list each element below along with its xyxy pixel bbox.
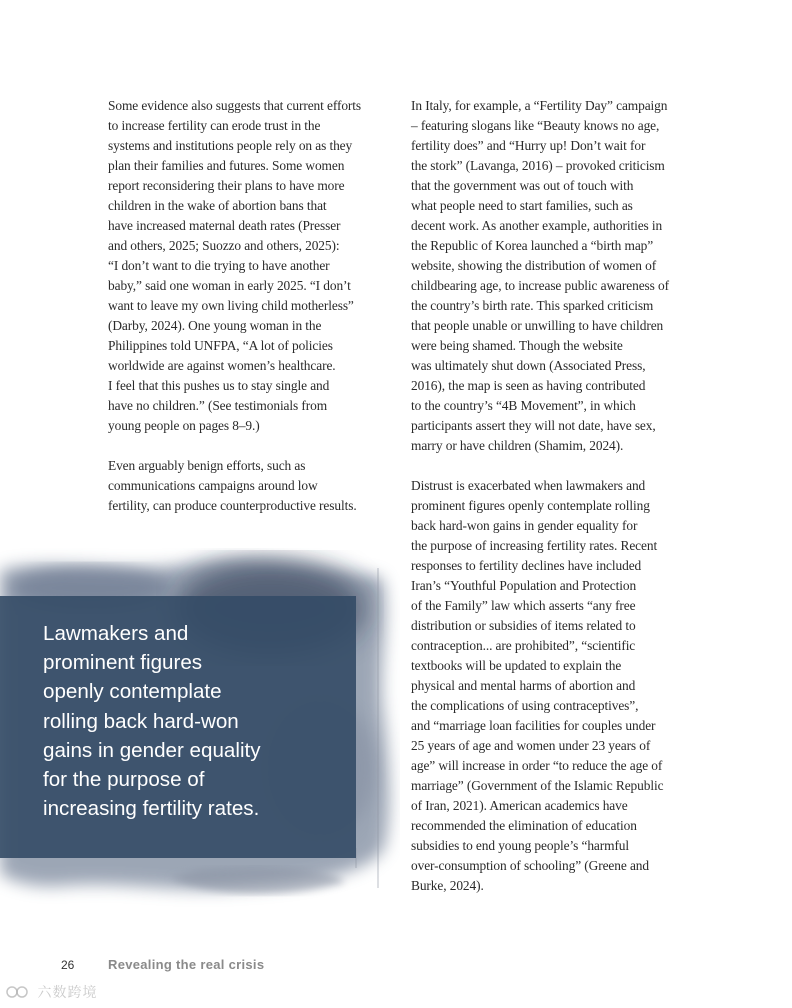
section-title: Revealing the real crisis	[108, 957, 265, 972]
right-paragraph-1: In Italy, for example, a “Fertility Day” campaign – featuring slogans like “Beauty knows no age, fertility does” and “Hurry up! Don’t wait for the stork” (Lavanga, 2016) – provoked criticism that the government was out of touch with what people need to start families, such as decent work. As another example, authorities in the Republic of Korea launched a “birth map” website, showing the distribution of women of childbearing age, to increase public awareness of the country’s birth rate. This sparked criticism that people unable or unwilling to have children were being shamed. Though the website was ultimately shut down (Associated Press, 2016), the map is seen as having contributed to the country’s “4B Movement”, in which participants assert they will not date, have sex, marry or have children (Shamim, 2024).	[411, 98, 669, 453]
left-paragraph-2: Even arguably benign efforts, such as communications campaigns around low fertility, can produce counterproductive results.	[108, 458, 357, 513]
left-paragraph-1: Some evidence also suggests that current efforts to increase fertility can erode trust in the systems and institutions people rely on as they plan their families and futures. Some women report reconsidering their plans to have more children in the wake of abortion bans that have increased maternal death rates (Presser and others, 2025; Suozzo and others, 2025): “I don’t want to die trying to have another baby,” said one woman in early 2025. “I don’t want to leave my own living child motherless” (Darby, 2024). One young woman in the Philippines told UNFPA, “A lot of policies worldwide are against women’s healthcare. I feel that this pushes us to stay single and have no children.” (See testimonials from young people on pages 8–9.)	[108, 98, 362, 433]
watermark-text: 六数跨境	[37, 985, 98, 1001]
right-paragraph-2: Distrust is exacerbated when lawmakers and prominent figures openly contemplate rolling back hard-won gains in gender equality for the purpose of increasing fertility rates. Recent responses to fertility declines have included Iran’s “Youthful Population and Protection of the Family” law which asserts “any free distribution or subsidies of items related to contraception... are prohibited”, “scientific textbooks will be updated to explain the physical and mental harms of abortion and the complications of using contraceptives”, and “marriage loan facilities for couples under 25 years of age and women under 23 years of age” will increase in order “to reduce the age of marriage” (Government of the Islamic Republic of Iran, 2021). American academics have recommended the elimination of education subsidies to end young people’s “harmful over-consumption of schooling” (Greene and Burke, 2024).	[411, 478, 664, 893]
right-column	[411, 96, 696, 916]
left-column	[108, 96, 380, 536]
pull-quote: Lawmakers and prominent figures openly contemplate rolling back hard-won gains in gender equality for the purpose of increasing fertility rates.	[43, 622, 261, 821]
page-number: 26	[61, 958, 75, 972]
watermark	[6, 982, 97, 1002]
watermark-logo-icon	[6, 984, 32, 1000]
